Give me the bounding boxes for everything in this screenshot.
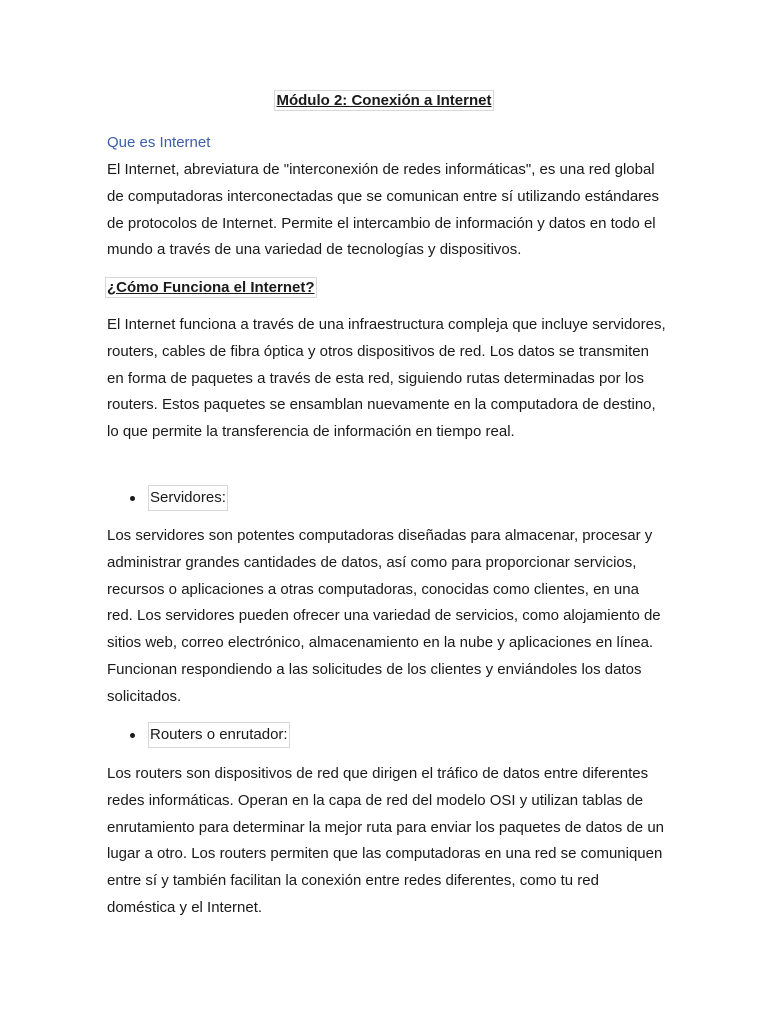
paragraph-servidores: Los servidores son potentes computadoras diseñadas para almacenar, procesar y administrar grandes cantidades de datos, así como para proporcionar servicios, recursos o aplicaciones a otras computadoras, conocidas como clientes, en una red. Los servidores pueden ofrecer una variedad de servicios, como alojamiento de sitios web, correo electrónico, almacenamiento en la nube y aplicaciones en línea. Funcionan respondiendo a las solicitudes de los clientes y enviándoles los datos solicitados. (107, 527, 661, 705)
bullet-servidores (130, 487, 226, 509)
paragraph-como-funciona: El Internet funciona a través de una infraestructura compleja que incluye servidores, routers, cables de fibra óptica y otros dispositivos de red. Los datos se transmiten en forma de paquetes a través de esta red, siguiendo rutas determinadas por los routers. Estos paquetes se ensamblan nuevamente en la computadora de destino, lo que permite la transferencia de información en tiempo real. (107, 316, 666, 441)
paragraph-routers: Los routers son dispositivos de red que dirigen el tráfico de datos entre diferentes redes informáticas. Operan en la capa de red del modelo OSI y utilizan tablas de enrutamiento para determinar la mejor ruta para enviar los paquetes de datos de un lugar a otro. Los routers permiten que las computadoras en una red se comuniquen entre sí y también facilitan la conexión entre redes diferentes, como tu red doméstica y el Internet. (107, 765, 664, 916)
section-subtitle-que-es-internet: Que es Internet (107, 134, 211, 151)
paragraph-que-es-internet: El Internet, abreviatura de "interconexión de redes informáticas", es una red global de computadoras interconectadas que se comunican entre sí utilizando estándares de protocolos de Internet. Permite el intercambio de información y datos en todo el mundo a través de una variedad de tecnologías y dispositivos. (107, 161, 660, 259)
bullet-dot-icon (130, 496, 135, 501)
section-heading-como-funciona (107, 277, 667, 299)
bullet-dot-icon (130, 733, 135, 738)
bullet-routers-label: Routers o enrutador: (150, 724, 288, 746)
section-heading-como-funciona-text: ¿Cómo Funciona el Internet? (107, 279, 315, 296)
bullet-servidores-label: Servidores: (150, 487, 226, 509)
document-title-text: Módulo 2: Conexión a Internet (276, 92, 492, 109)
document-title (0, 90, 768, 112)
bullet-routers (130, 724, 288, 746)
